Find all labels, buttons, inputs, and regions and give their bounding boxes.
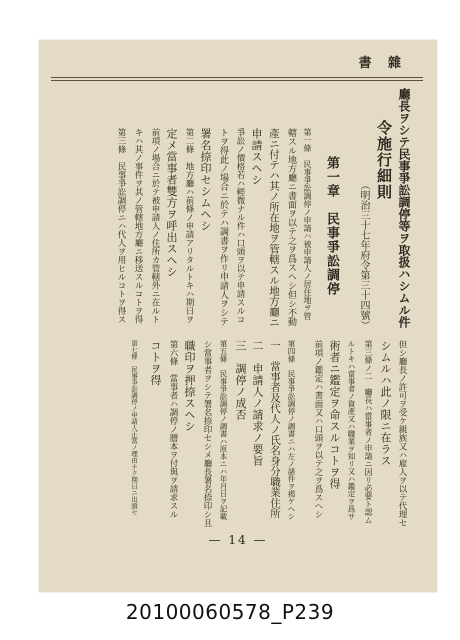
- lower-column: 第六條 當事者ハ調停ノ謄本ヲ付與ヲ請求スル: [168, 340, 178, 519]
- document-page: [39, 40, 437, 592]
- lower-column: コトヲ得: [149, 340, 162, 386]
- lower-column: 前項ノ鑑定ハ書面又ハ口頭ヲ以テ之ヲ爲スヘシ: [313, 340, 323, 519]
- upper-column: 第三條 民事爭訟調停ニハ代人ヲ用ヒルコトヲ得ス: [116, 128, 126, 324]
- upper-column: 爭訟ノ價格若ハ輕微ナル件ハ口頭ヲ以テ申請スルコ: [235, 128, 245, 324]
- upper-column: 產ニ付テハ其ノ所在地ヲ管轄スル地方廳ニ: [268, 128, 280, 328]
- document-title: 廳長ヲシテ民事爭訟調停等ヲ取扱ハシムル件: [397, 88, 411, 328]
- lower-column: 職印ヲ押捺スヘシ: [183, 340, 196, 432]
- upper-column: 署名捺印セシムヘシ: [199, 128, 212, 232]
- lower-column: シ當事者ヲシテ署名捺印セシメ廳長署名捺印シ且: [202, 340, 212, 527]
- lower-column: シムルハ此ノ限ニ在ラス: [379, 340, 392, 467]
- lower-column: 三 調停ノ成否: [234, 340, 247, 421]
- header-rule-double: [51, 80, 423, 81]
- upper-column: 第一條 民事爭訟調停ノ申請ハ被申請人ノ居住地ヲ管: [303, 128, 312, 320]
- page-header: [39, 40, 437, 80]
- lower-column: 第三條ノ二 廳長ハ當事者ノ申請ニ因リ必要ト認ム: [364, 340, 373, 524]
- lower-column: 第七條 民事爭訟調停ノ申請人正當ノ理由ナク期日ニ出頭セ: [130, 340, 138, 516]
- page-number: — 14 —: [208, 533, 268, 547]
- decree-note: （明治三十七年府令第三十四號）: [358, 180, 369, 330]
- lower-column: 一 當事者及代人ノ氏名身分職業住所: [269, 340, 281, 519]
- lower-column: 但シ廳長ノ許可ヲ受ケ親族又ハ雇人ヲ以テ代理セ: [397, 340, 407, 527]
- lower-column: ルトキハ當事者ノ資產又ハ職業ヲ知リ又ハ鑑定ヲ爲サ: [347, 340, 356, 520]
- upper-column: 定メ當事者雙方ヲ呼出スヘシ: [165, 128, 178, 278]
- lower-column: 術者ニ鑑定ヲ命スルコトヲ得: [328, 340, 341, 490]
- decree-title: 令施行細則: [375, 120, 393, 200]
- upper-column: トヲ得此ノ場合ニ於テハ調書ヲ作リ申請人ヲシテ: [218, 128, 228, 326]
- header-label: 書 雜: [358, 56, 407, 71]
- upper-column: 申請スヘシ: [250, 128, 263, 186]
- image-caption: 20100060578_P239: [125, 600, 335, 624]
- lower-column: 二 申請人ノ請求ノ要旨: [251, 340, 264, 467]
- header-rule: [51, 77, 423, 78]
- lower-column: 第五條 民事爭訟調停ノ調書ハ原本ニハ年月日ヲ記載: [219, 340, 228, 520]
- upper-column: 第二條 地方廳ハ前條ノ申請アリタルトキハ期日ヲ: [184, 128, 194, 324]
- upper-column: 轄スル地方廳ニ書面ヲ以テ之ヲ爲スヘシ但シ不動: [286, 128, 296, 326]
- upper-column: キハ其ノ事件ヲ其ノ管轄地方廳ニ移送スルコトヲ得: [133, 128, 143, 324]
- upper-column: 前項ノ場合ニ於テ被申請人ノ住所カ管轄外ニ在ルト: [150, 128, 160, 324]
- chapter-heading: 第一章 民事爭訟調停: [324, 156, 339, 296]
- lower-column: 第四條 民事爭訟調停ノ調書ニハ左ノ諸件ヲ揭ケヘシ: [287, 340, 296, 520]
